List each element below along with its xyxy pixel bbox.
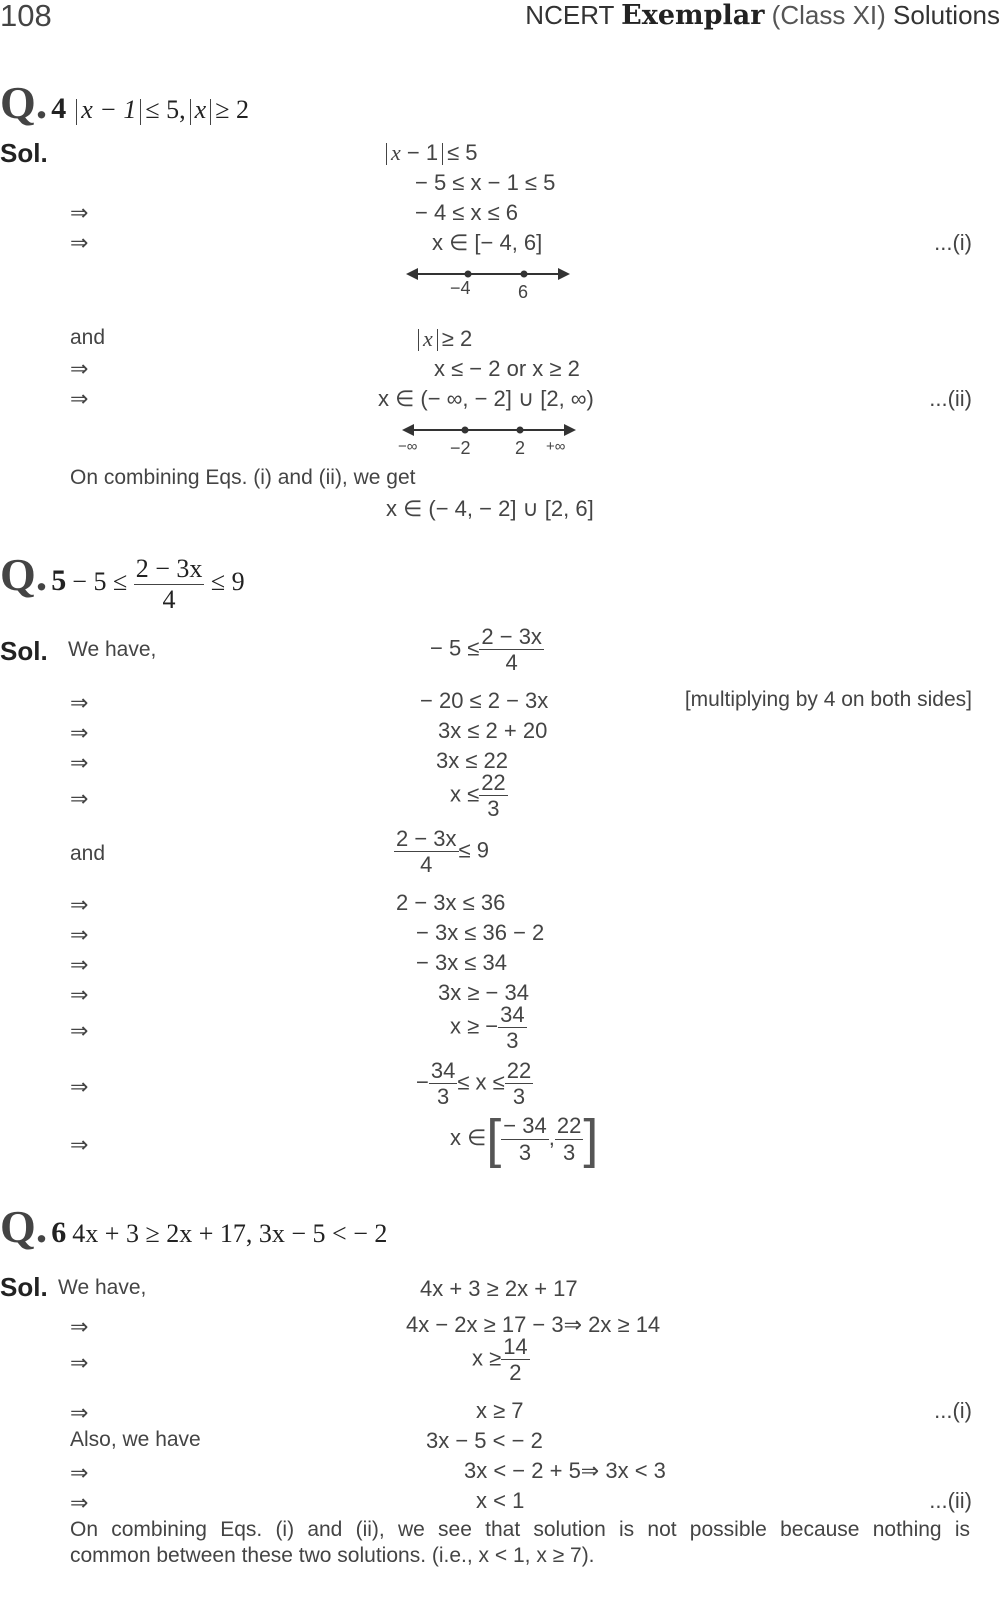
header-paren: (Class XI)	[771, 0, 886, 30]
implies: ⇒	[70, 230, 89, 255]
implies: ⇒	[70, 720, 89, 745]
implies: ⇒	[70, 1490, 89, 1515]
q4-rest2: ≥ 2	[215, 95, 249, 124]
q5-l10: 3x ≥ − 34	[438, 980, 529, 1005]
we-have: We have,	[58, 1276, 147, 1299]
q6-ref1: ...(i)	[934, 1398, 972, 1423]
q4-line3: x ∈ [− 4, 6]	[432, 230, 543, 255]
q6-l7: x < 1	[476, 1488, 525, 1513]
implies: ⇒	[70, 1460, 89, 1485]
q5-l1: − 5 ≤ $\frac{2 - 3x}{4}$	[430, 624, 542, 676]
we-have: We have,	[68, 638, 157, 661]
sol-label: Sol.	[0, 636, 48, 666]
header-suffix: Solutions	[893, 0, 1000, 30]
implies: ⇒	[70, 1018, 89, 1043]
implies: ⇒	[70, 1400, 89, 1425]
question-4	[0, 76, 249, 129]
q5-l3: 3x ≤ 2 + 20	[438, 718, 548, 743]
q4-line5: x ∈ (− ∞, − 2] ∪ [2, ∞)	[378, 386, 594, 411]
page-number: 108	[0, 0, 52, 33]
implies: ⇒	[70, 750, 89, 775]
q-label: Q.	[0, 549, 48, 600]
q-label: Q.	[0, 77, 48, 128]
q4-rest1: ≤ 5,	[145, 95, 186, 124]
number-line-1	[404, 262, 574, 302]
q5-l9: − 3x ≤ 34	[416, 950, 507, 975]
q5-l4: 3x ≤ 22	[436, 748, 509, 773]
and-label: and	[70, 326, 106, 349]
implies: ⇒	[70, 200, 89, 225]
header-bold: Exemplar	[621, 0, 765, 31]
q-number: 5	[51, 564, 67, 597]
q4-line0: x − 1 ≤ 5	[386, 140, 478, 166]
q-number: 6	[51, 1216, 67, 1249]
q4-ref1: ...(i)	[934, 230, 972, 255]
q6-l6: 3x < − 2 + 5⇒ 3x < 3	[464, 1458, 666, 1483]
q4-ref2: ...(ii)	[929, 386, 972, 411]
running-header	[525, 0, 1000, 31]
q5-l13: x ∈[ $\frac{- 34}{3}$ , $\frac{22}{3}$ ]	[450, 1109, 599, 1169]
q6-conclusion-2: common between these two solutions. (i.e., x < 1, x ≥ 7).	[70, 1544, 595, 1567]
q5-l6: $\frac{2 - 3x}{4}$ ≤ 9	[396, 826, 489, 878]
question-6	[0, 1200, 387, 1253]
also-we-have: Also, we have	[70, 1428, 201, 1451]
q4-abs1: x − 1	[81, 95, 137, 124]
nl1-label-a: −4	[450, 278, 471, 298]
q6-l2: 4x − 2x ≥ 17 − 3⇒ 2x ≥ 14	[406, 1312, 661, 1337]
q5-l12: − $\frac{34}{3}$ ≤ x ≤ $\frac{22}{3}$	[416, 1058, 532, 1110]
q4-abs2: x	[194, 95, 207, 124]
q-label: Q.	[0, 1201, 48, 1252]
q5-l11: x ≥ − $\frac{34}{3}$	[450, 1002, 525, 1054]
sol-label: Sol.	[0, 1272, 48, 1302]
q4-line1: − 5 ≤ x − 1 ≤ 5	[415, 170, 556, 195]
implies: ⇒	[70, 952, 89, 977]
implies: ⇒	[70, 690, 89, 715]
q6-ref2: ...(ii)	[929, 1488, 972, 1513]
q5-l2: − 20 ≤ 2 − 3x	[420, 688, 549, 713]
nl2-label-d: +∞	[546, 438, 566, 455]
q5-note: [multiplying by 4 on both sides]	[684, 688, 972, 711]
q4-result: x ∈ (− 4, − 2] ∪ [2, 6]	[386, 496, 594, 521]
header-prefix: NCERT	[525, 0, 614, 30]
q6-l4: x ≥ 7	[476, 1398, 524, 1423]
q4-combine: On combining Eqs. (i) and (ii), we get	[70, 466, 416, 489]
implies: ⇒	[70, 982, 89, 1007]
q6-l1: 4x + 3 ≥ 2x + 17	[420, 1276, 578, 1301]
q4-line4: x ≤ − 2 or x ≥ 2	[434, 356, 580, 381]
implies: ⇒	[70, 1314, 89, 1339]
and-label: and	[70, 842, 106, 865]
q6-l5: 3x − 5 < − 2	[426, 1428, 543, 1453]
implies: ⇒	[70, 386, 89, 411]
nl2-label-c: 2	[515, 438, 526, 458]
q-number: 4	[51, 92, 67, 125]
q6-conclusion-1: On combining Eqs. (i) and (ii), we see that solution is not possible because nothing is	[70, 1518, 970, 1541]
q5-l5: x ≤ $\frac{22}{3}$	[450, 770, 506, 822]
q6-l3: x ≥ $\frac{14}{2}$	[472, 1334, 528, 1386]
nl2-label-a: −∞	[398, 438, 418, 455]
q4-abs3-line: x ≥ 2	[418, 326, 472, 352]
implies: ⇒	[70, 892, 89, 917]
q4-line2: − 4 ≤ x ≤ 6	[415, 200, 519, 225]
implies: ⇒	[70, 356, 89, 381]
implies: ⇒	[70, 786, 89, 811]
implies: ⇒	[70, 1074, 89, 1099]
q5-l7: 2 − 3x ≤ 36	[396, 890, 506, 915]
sol-label: Sol.	[0, 138, 48, 168]
q5-l8: − 3x ≤ 36 − 2	[416, 920, 545, 945]
nl1-label-b: 6	[518, 282, 529, 302]
question-5: Q. 5 − 5 ≤ $\frac{2 - 3x}{4}$ ≤ 9	[0, 549, 245, 614]
implies: ⇒	[70, 922, 89, 947]
nl2-label-b: −2	[450, 438, 471, 458]
implies: ⇒	[70, 1350, 89, 1375]
implies: ⇒	[70, 1132, 89, 1157]
q6-statement: 4x + 3 ≥ 2x + 17, 3x − 5 < − 2	[72, 1219, 388, 1248]
